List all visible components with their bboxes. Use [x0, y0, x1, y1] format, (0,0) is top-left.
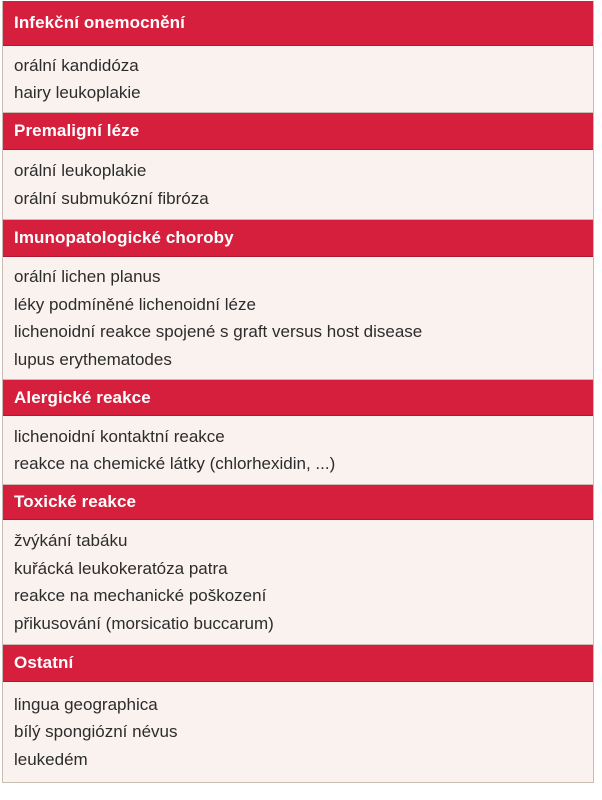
section-body — [3, 257, 593, 380]
list-item: lupus erythematodes — [14, 349, 172, 369]
section-title: Alergické reakce — [14, 387, 151, 407]
list-item: přikusování (morsicatio buccarum) — [14, 613, 274, 633]
section-immunopathologic — [3, 220, 593, 380]
section-body — [3, 682, 593, 782]
section-title: Toxické reakce — [14, 492, 137, 511]
list-item: leukedém — [14, 749, 88, 769]
list-item: léky podmíněné lichenoidní léze — [14, 294, 256, 314]
section-body — [3, 520, 593, 645]
section-body — [3, 416, 593, 485]
section-title: Ostatní — [14, 653, 74, 672]
list-item: lingua geographica — [14, 694, 158, 714]
list-item: orální submukózní fibróza — [14, 188, 209, 208]
list-item: žvýkání tabáku — [14, 531, 128, 550]
list-item: lichenoidní reakce spojené s graft versus host disease — [14, 322, 423, 341]
list-item: kuřácká leukokeratóza patra — [14, 558, 228, 578]
list-item: bílý spongiózní névus — [14, 722, 178, 742]
list-item: hairy leukoplakie — [14, 83, 141, 102]
section-premalignant — [3, 113, 593, 220]
section-header — [3, 380, 593, 416]
section-body — [3, 150, 593, 220]
list-item: lichenoidní kontaktní reakce — [14, 426, 225, 446]
section-body — [3, 46, 593, 113]
lesion-classification-table — [2, 1, 594, 783]
section-title: Imunopatologické choroby — [14, 228, 234, 247]
section-title: Infekční onemocnění — [14, 13, 185, 32]
section-toxic — [3, 485, 593, 645]
list-item: orální kandidóza — [14, 55, 139, 75]
section-header — [3, 1, 593, 46]
section-title: Premaligní léze — [14, 121, 140, 140]
section-header — [3, 645, 593, 682]
list-item: reakce na chemické látky (chlorhexidin, ...) — [14, 454, 336, 473]
section-header — [3, 485, 593, 520]
section-header — [3, 220, 593, 257]
list-item: orální lichen planus — [14, 267, 161, 286]
list-item: orální leukoplakie — [14, 161, 147, 180]
section-other — [3, 645, 593, 782]
list-item: reakce na mechanické poškození — [14, 586, 267, 605]
section-infectious — [3, 1, 593, 113]
section-allergic — [3, 380, 593, 485]
section-header — [3, 113, 593, 150]
